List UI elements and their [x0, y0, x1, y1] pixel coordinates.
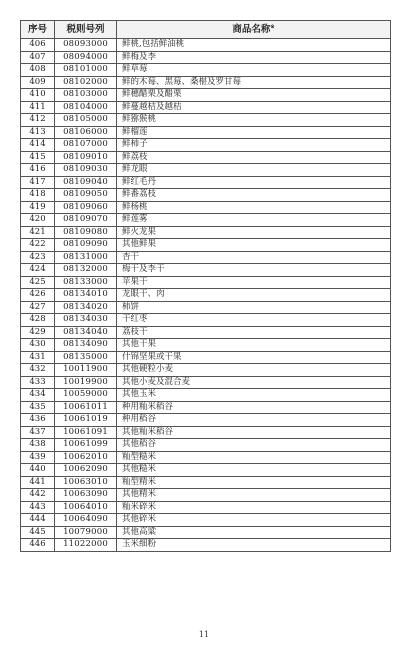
table-row — [21, 339, 391, 352]
serial-number-cell: 438 — [21, 439, 55, 452]
tariff-code-cell: 08102000 — [55, 76, 117, 89]
table-row — [21, 151, 391, 164]
serial-number-cell: 441 — [21, 476, 55, 489]
serial-number-cell: 425 — [21, 276, 55, 289]
serial-number-cell: 414 — [21, 139, 55, 152]
serial-number-cell: 437 — [21, 426, 55, 439]
product-name-cell: 其他鲜果 — [117, 239, 391, 252]
serial-number-cell: 440 — [21, 464, 55, 477]
tariff-code-cell: 08134010 — [55, 289, 117, 302]
table-row — [21, 164, 391, 177]
table-row — [21, 414, 391, 427]
serial-number-cell: 411 — [21, 101, 55, 114]
table-row — [21, 101, 391, 114]
table-row — [21, 514, 391, 527]
document-sheet — [20, 20, 390, 552]
tariff-code-cell: 08134040 — [55, 326, 117, 339]
table-row — [21, 226, 391, 239]
serial-number-cell: 408 — [21, 64, 55, 77]
product-name-cell: 其他精米 — [117, 489, 391, 502]
product-name-cell: 其他稻谷 — [117, 439, 391, 452]
tariff-code-cell: 10062090 — [55, 464, 117, 477]
serial-number-cell: 432 — [21, 364, 55, 377]
tariff-code-cell: 10061019 — [55, 414, 117, 427]
table-row — [21, 64, 391, 77]
product-name-cell: 其他小麦及混合麦 — [117, 376, 391, 389]
serial-number-cell: 426 — [21, 289, 55, 302]
tariff-code-cell: 08134020 — [55, 301, 117, 314]
serial-number-cell: 417 — [21, 176, 55, 189]
table-body — [21, 39, 391, 552]
serial-number-cell: 445 — [21, 526, 55, 539]
product-name-cell: 鲜莲雾 — [117, 214, 391, 227]
tariff-code-cell: 08109040 — [55, 176, 117, 189]
serial-number-cell: 442 — [21, 489, 55, 502]
tariff-code-cell: 08109050 — [55, 189, 117, 202]
tariff-code-cell: 11022000 — [55, 539, 117, 552]
table-header-row — [21, 21, 391, 39]
tariff-code-cell: 08093000 — [55, 39, 117, 52]
product-name-cell: 籼型糙米 — [117, 451, 391, 464]
table-row — [21, 489, 391, 502]
table-row — [21, 351, 391, 364]
tariff-code-cell: 08109060 — [55, 201, 117, 214]
tariff-code-cell: 08106000 — [55, 126, 117, 139]
serial-number-cell: 429 — [21, 326, 55, 339]
tariff-code-cell: 10059000 — [55, 389, 117, 402]
serial-number-cell: 430 — [21, 339, 55, 352]
serial-number-cell: 446 — [21, 539, 55, 552]
product-name-cell: 鲜荔枝 — [117, 151, 391, 164]
tariff-code-cell: 08134030 — [55, 314, 117, 327]
product-name-cell: 其他碎米 — [117, 514, 391, 527]
tariff-code-cell: 08103000 — [55, 89, 117, 102]
product-name-cell: 鲜柿子 — [117, 139, 391, 152]
table-row — [21, 451, 391, 464]
table-row — [21, 89, 391, 102]
tariff-table — [20, 20, 391, 552]
product-name-cell: 其他干果 — [117, 339, 391, 352]
header-serial-number: 序号 — [21, 21, 55, 39]
header-product-name-label: 商品名称 — [232, 24, 271, 35]
tariff-code-cell: 10011900 — [55, 364, 117, 377]
serial-number-cell: 410 — [21, 89, 55, 102]
product-name-cell: 鲜龙眼 — [117, 164, 391, 177]
product-name-cell: 鲜榴莲 — [117, 126, 391, 139]
product-name-cell: 鲜火龙果 — [117, 226, 391, 239]
table-row — [21, 389, 391, 402]
product-name-cell: 鲜桃,包括鲜油桃 — [117, 39, 391, 52]
serial-number-cell: 412 — [21, 114, 55, 127]
table-row — [21, 239, 391, 252]
table-row — [21, 301, 391, 314]
product-name-cell: 鲜梅及李 — [117, 51, 391, 64]
tariff-code-cell: 08134090 — [55, 339, 117, 352]
product-name-cell: 其他高粱 — [117, 526, 391, 539]
product-name-cell: 鲜穗醋栗及醋栗 — [117, 89, 391, 102]
product-name-cell: 种用籼米稻谷 — [117, 401, 391, 414]
table-row — [21, 114, 391, 127]
serial-number-cell: 424 — [21, 264, 55, 277]
table-row — [21, 201, 391, 214]
table-row — [21, 51, 391, 64]
serial-number-cell: 427 — [21, 301, 55, 314]
tariff-code-cell: 08105000 — [55, 114, 117, 127]
serial-number-cell: 420 — [21, 214, 55, 227]
tariff-code-cell: 10062010 — [55, 451, 117, 464]
serial-number-cell: 444 — [21, 514, 55, 527]
table-row — [21, 276, 391, 289]
product-name-cell: 其他硬粒小麦 — [117, 364, 391, 377]
tariff-code-cell: 10064090 — [55, 514, 117, 527]
serial-number-cell: 439 — [21, 451, 55, 464]
tariff-code-cell: 08109080 — [55, 226, 117, 239]
table-row — [21, 264, 391, 277]
tariff-code-cell: 10063090 — [55, 489, 117, 502]
serial-number-cell: 428 — [21, 314, 55, 327]
serial-number-cell: 418 — [21, 189, 55, 202]
table-row — [21, 501, 391, 514]
serial-number-cell: 421 — [21, 226, 55, 239]
product-name-cell: 种用稻谷 — [117, 414, 391, 427]
product-name-cell: 其他籼米稻谷 — [117, 426, 391, 439]
tariff-code-cell: 10063010 — [55, 476, 117, 489]
table-row — [21, 401, 391, 414]
product-name-cell: 籼米碎米 — [117, 501, 391, 514]
table-row — [21, 39, 391, 52]
tariff-code-cell: 08135000 — [55, 351, 117, 364]
serial-number-cell: 433 — [21, 376, 55, 389]
product-name-cell: 杏干 — [117, 251, 391, 264]
product-name-cell: 鲜草莓 — [117, 64, 391, 77]
tariff-code-cell: 08109090 — [55, 239, 117, 252]
serial-number-cell: 443 — [21, 501, 55, 514]
table-row — [21, 76, 391, 89]
table-row — [21, 289, 391, 302]
serial-number-cell: 422 — [21, 239, 55, 252]
serial-number-cell: 436 — [21, 414, 55, 427]
product-name-cell: 鲜蔓越桔及越桔 — [117, 101, 391, 114]
serial-number-cell: 406 — [21, 39, 55, 52]
tariff-code-cell: 08109010 — [55, 151, 117, 164]
tariff-code-cell: 10019900 — [55, 376, 117, 389]
table-row — [21, 189, 391, 202]
tariff-code-cell: 08132000 — [55, 264, 117, 277]
serial-number-cell: 435 — [21, 401, 55, 414]
product-name-cell: 鲜猕猴桃 — [117, 114, 391, 127]
product-name-cell: 鲜的木莓、黑莓、桑椹及罗甘莓 — [117, 76, 391, 89]
serial-number-cell: 434 — [21, 389, 55, 402]
serial-number-cell: 409 — [21, 76, 55, 89]
serial-number-cell: 415 — [21, 151, 55, 164]
product-name-cell: 梅干及李干 — [117, 264, 391, 277]
table-row — [21, 126, 391, 139]
page-number: 11 — [198, 630, 210, 639]
product-name-cell: 什锦坚果或干果 — [117, 351, 391, 364]
tariff-code-cell: 08109030 — [55, 164, 117, 177]
table-row — [21, 539, 391, 552]
product-name-cell: 鲜杨桃 — [117, 201, 391, 214]
tariff-code-cell: 08109070 — [55, 214, 117, 227]
header-note-mark: ※ — [270, 23, 275, 30]
product-name-cell: 其他玉米 — [117, 389, 391, 402]
serial-number-cell: 431 — [21, 351, 55, 364]
table-row — [21, 476, 391, 489]
serial-number-cell: 407 — [21, 51, 55, 64]
tariff-code-cell: 10061099 — [55, 439, 117, 452]
table-row — [21, 426, 391, 439]
tariff-code-cell: 10061011 — [55, 401, 117, 414]
product-name-cell: 籼型精米 — [117, 476, 391, 489]
table-row — [21, 251, 391, 264]
table-row — [21, 364, 391, 377]
tariff-code-cell: 10079000 — [55, 526, 117, 539]
product-name-cell: 鲜红毛丹 — [117, 176, 391, 189]
serial-number-cell: 419 — [21, 201, 55, 214]
product-name-cell: 其他糙米 — [117, 464, 391, 477]
product-name-cell: 鲜番荔枝 — [117, 189, 391, 202]
product-name-cell: 玉米细粉 — [117, 539, 391, 552]
table-row — [21, 314, 391, 327]
tariff-code-cell: 08101000 — [55, 64, 117, 77]
tariff-code-cell: 10061091 — [55, 426, 117, 439]
tariff-code-cell: 10064010 — [55, 501, 117, 514]
header-product-name — [117, 21, 391, 39]
product-name-cell: 干红枣 — [117, 314, 391, 327]
table-row — [21, 176, 391, 189]
tariff-code-cell: 08107000 — [55, 139, 117, 152]
serial-number-cell: 423 — [21, 251, 55, 264]
serial-number-cell: 416 — [21, 164, 55, 177]
table-row — [21, 464, 391, 477]
header-tariff-code: 税则号列 — [55, 21, 117, 39]
serial-number-cell: 413 — [21, 126, 55, 139]
product-name-cell: 荔枝干 — [117, 326, 391, 339]
product-name-cell: 苹果干 — [117, 276, 391, 289]
tariff-code-cell: 08133000 — [55, 276, 117, 289]
tariff-code-cell: 08131000 — [55, 251, 117, 264]
tariff-code-cell: 08104000 — [55, 101, 117, 114]
table-row — [21, 439, 391, 452]
product-name-cell: 龙眼干、肉 — [117, 289, 391, 302]
table-row — [21, 214, 391, 227]
table-row — [21, 326, 391, 339]
product-name-cell: 柿饼 — [117, 301, 391, 314]
table-row — [21, 139, 391, 152]
table-row — [21, 526, 391, 539]
tariff-code-cell: 08094000 — [55, 51, 117, 64]
table-row — [21, 376, 391, 389]
